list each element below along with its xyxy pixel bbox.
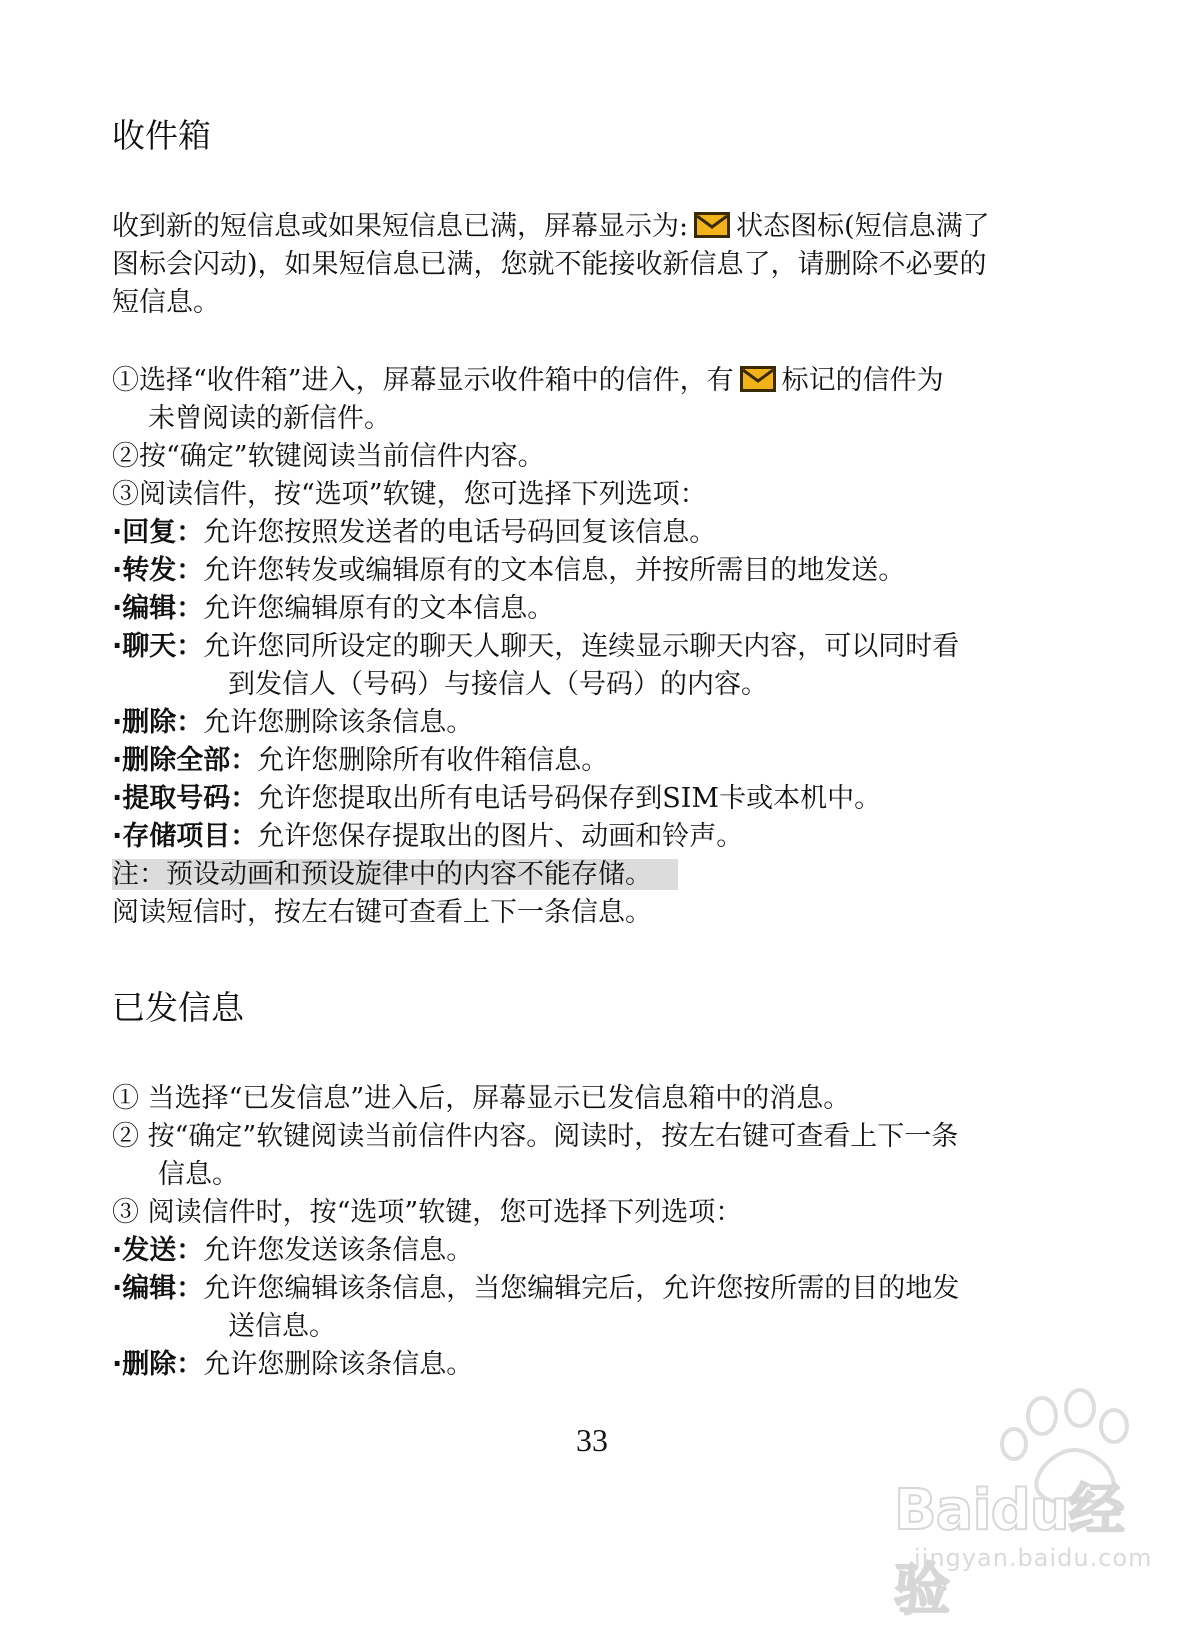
option-desc: 允许您同所设定的聊天人聊天，连续显示聊天内容，可以同时看 <box>203 631 960 662</box>
inbox-step-2: ②按“确定”软键阅读当前信件内容。 <box>112 441 545 472</box>
tip-line: 阅读短信时，按左右键可查看上下一条信息。 <box>112 897 652 928</box>
inbox-option <box>112 704 473 742</box>
inbox-option <box>112 818 743 856</box>
option-desc: 允许您编辑该条信息，当您编辑完后，允许您按所需的目的地发 <box>203 1273 960 1304</box>
envelope-icon <box>740 366 776 392</box>
inbox-step-1-text-a: ①选择“收件箱”进入，屏幕显示收件箱中的信件，有 <box>112 365 734 396</box>
option-name: ·编辑： <box>112 593 204 624</box>
section-title-sent: 已发信息 <box>112 988 244 1027</box>
intro-text-b: 状态图标(短信息满了 <box>736 211 990 242</box>
option-name: ·提取号码： <box>112 783 258 814</box>
option-desc: 允许您提取出所有电话号码保存到SIM卡或本机中。 <box>257 783 882 814</box>
option-name: ·删除： <box>112 707 204 738</box>
envelope-icon <box>694 212 730 238</box>
option-name: ·编辑： <box>112 1273 204 1304</box>
intro-line-1 <box>112 208 990 246</box>
option-name: ·发送： <box>112 1235 204 1266</box>
inbox-step-1-text-b: 标记的信件为 <box>781 365 944 396</box>
intro-line-2: 图标会闪动)，如果短信息已满，您就不能接收新信息了，请删除不必要的 <box>112 249 987 280</box>
inbox-option <box>112 590 554 628</box>
section-title-inbox: 收件箱 <box>112 116 211 155</box>
option-name: ·转发： <box>112 555 204 586</box>
inbox-option <box>112 552 905 590</box>
inbox-option <box>112 780 881 818</box>
intro-text-a: 收到新的短信息或如果短信息已满，屏幕显示为: <box>112 211 689 242</box>
option-desc: 到发信人（号码）与接信人（号码）的内容。 <box>228 669 768 700</box>
sent-option <box>112 1232 473 1270</box>
note-highlight: 注：预设动画和预设旋律中的内容不能存储。 <box>112 859 678 890</box>
watermark-text: Baidu经验 <box>894 1478 1124 1623</box>
option-name: ·删除全部： <box>112 745 258 776</box>
inbox-step-1-cont: 未曾阅读的新信件。 <box>148 403 391 434</box>
option-name: ·聊天： <box>112 631 204 662</box>
intro-line-3: 短信息。 <box>112 287 220 318</box>
option-desc: 允许您发送该条信息。 <box>203 1235 474 1266</box>
inbox-step-3: ③阅读信件，按“选项”软键，您可选择下列选项： <box>112 479 707 510</box>
baidu-watermark <box>874 1386 1174 1623</box>
option-desc: 允许您保存提取出的图片、动画和铃声。 <box>257 821 744 852</box>
option-desc: 允许您按照发送者的电话号码回复该信息。 <box>203 517 717 548</box>
sent-option-cont <box>228 1308 336 1346</box>
note-line <box>112 856 678 894</box>
sent-step-2: ② 按“确定”软键阅读当前信件内容。阅读时，按左右键可查看上下一条 <box>112 1121 959 1152</box>
option-name: ·删除： <box>112 1349 204 1380</box>
sent-option <box>112 1270 959 1308</box>
option-desc: 允许您删除该条信息。 <box>203 1349 474 1380</box>
watermark-url: jingyan.baidu.com <box>914 1544 1153 1572</box>
option-name: ·存储项目： <box>112 821 258 852</box>
inbox-option <box>112 742 608 780</box>
option-desc: 允许您转发或编辑原有的文本信息，并按所需目的地发送。 <box>203 555 906 586</box>
option-desc: 允许您删除该条信息。 <box>203 707 474 738</box>
option-desc: 允许您编辑原有的文本信息。 <box>203 593 555 624</box>
inbox-option-cont <box>228 666 768 704</box>
inbox-option <box>112 628 959 666</box>
page-number: 33 <box>576 1422 608 1458</box>
option-desc: 允许您删除所有收件箱信息。 <box>257 745 609 776</box>
option-name: ·回复： <box>112 517 204 548</box>
document-page <box>112 0 1072 1600</box>
option-desc: 送信息。 <box>228 1311 336 1342</box>
sent-step-2-cont: 信息。 <box>158 1159 239 1190</box>
sent-option <box>112 1346 473 1384</box>
inbox-option <box>112 514 716 552</box>
sent-step-3: ③ 阅读信件时，按“选项”软键，您可选择下列选项： <box>112 1197 743 1228</box>
sent-step-1: ① 当选择“已发信息”进入后，屏幕显示已发信息箱中的消息。 <box>112 1083 851 1114</box>
inbox-step-1 <box>112 362 944 400</box>
